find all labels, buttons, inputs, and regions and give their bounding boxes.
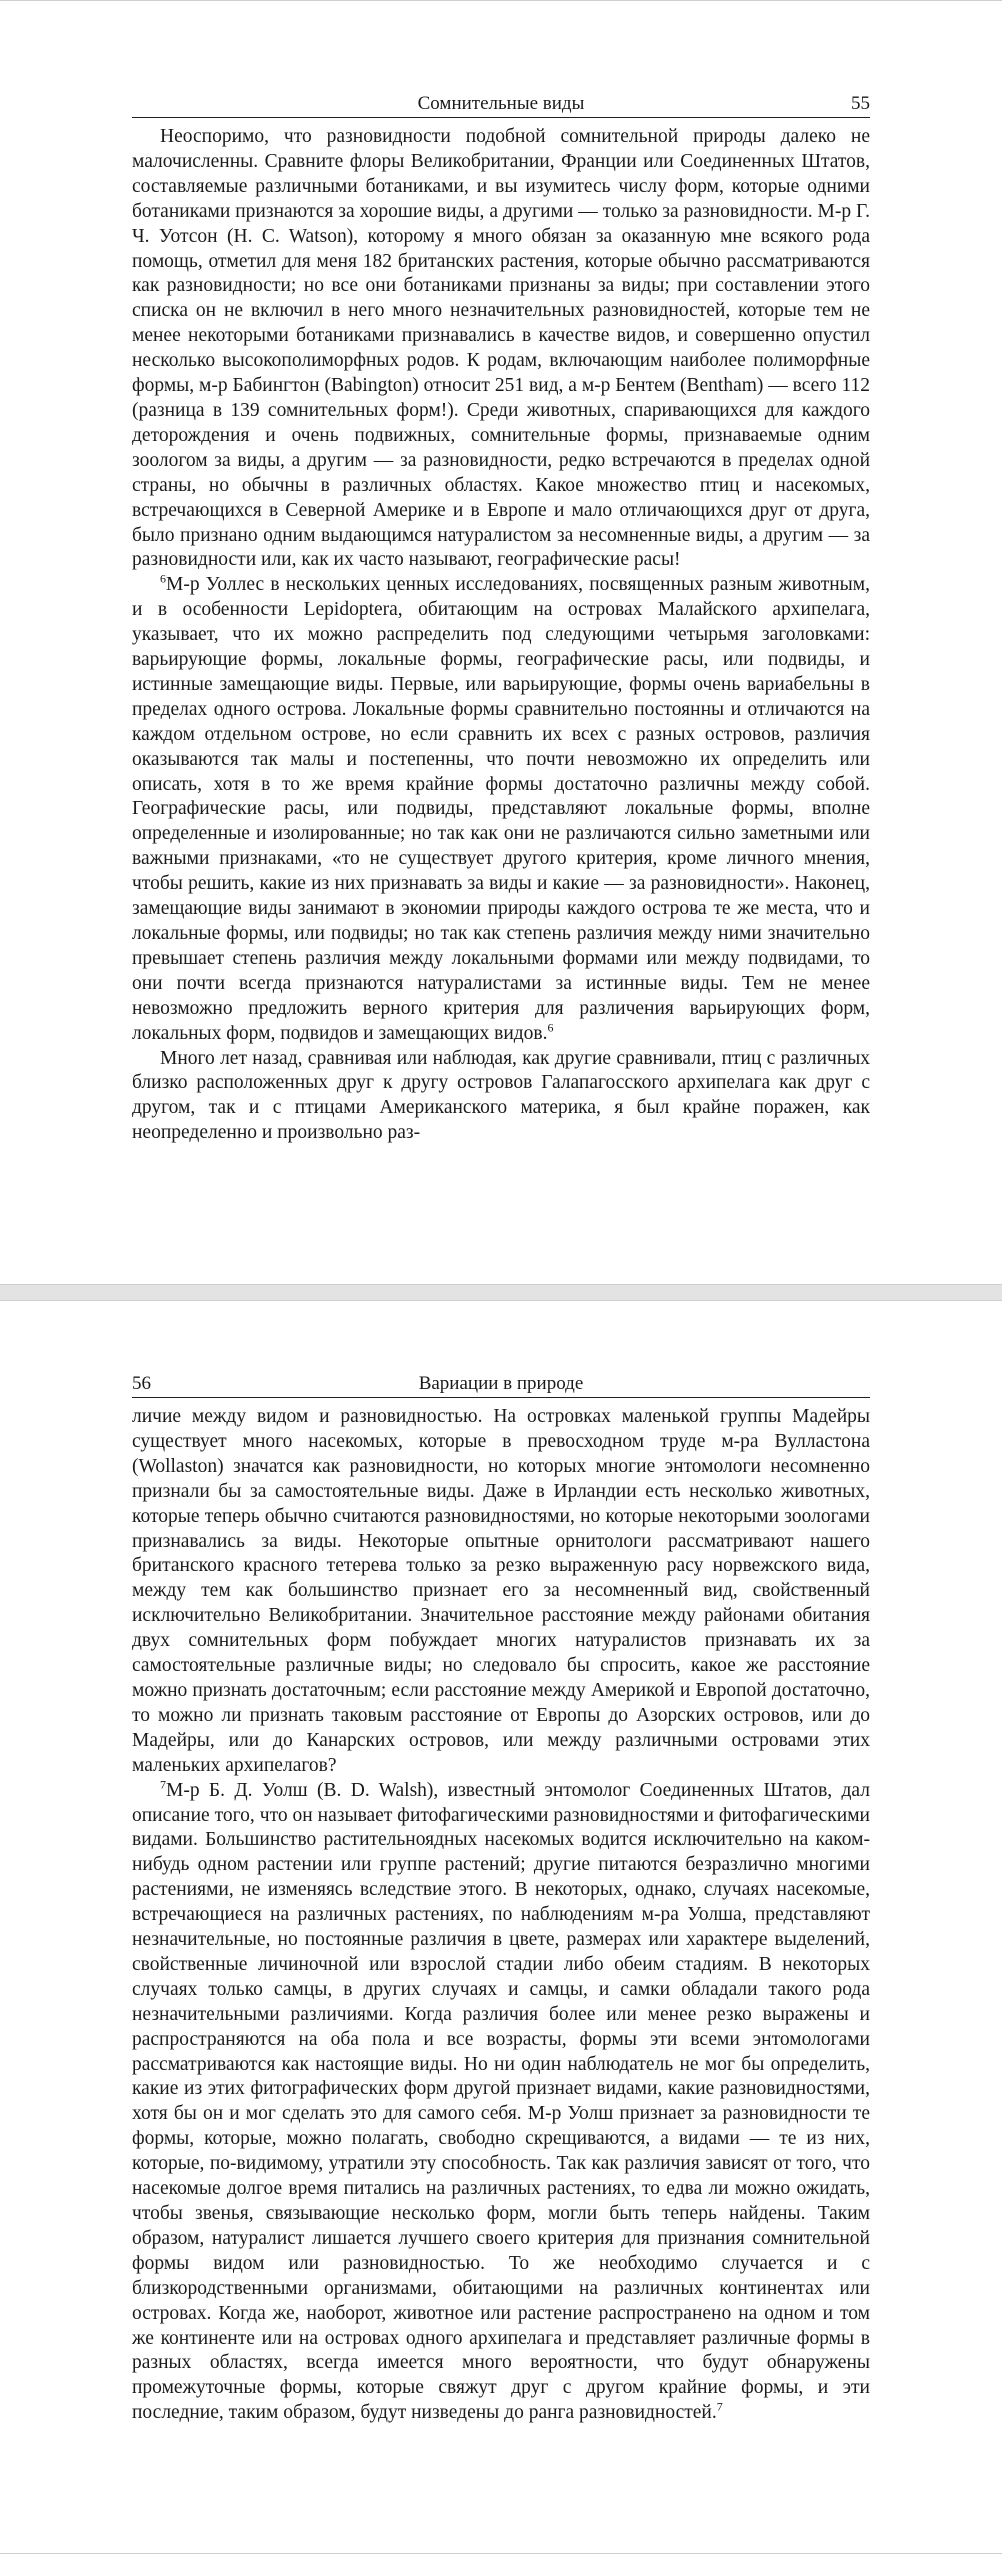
footnote-marker: 6 xyxy=(547,1020,554,1035)
page-gap xyxy=(0,1285,1002,1300)
paragraph-text: М-р Б. Д. Уолш (B. D. Walsh), известный энтомолог Соединенных Штатов, дал описание того, что он называет фитофагическими разновидностями и фитофагическими видами. Большинство растительноядных насекомых водится исключительно на каком-нибудь одном растении или группе растений; другие питаются безразлично многими растениями, не изменяясь вследствие этого. В некоторых, однако, случаях насекомые, встречающиеся на различных растениях, по наблюдениям м-ра Уолша, представляют незначительные, но постоянные различия в цвете, размерах или характере выделений, свойственные личиночной или взрослой стадии либо обеим стадиям. В некоторых случаях только самцы, в других случаях и самцы, и самки обладали такого рода незначительными различиями. Когда различия более или менее резко выражены и распространяются на оба пола и все возрасты, формы эти всеми энтомологами рассматриваются как настоящие виды. Но ни один наблюдатель не мог бы определить, какие из этих фитографических форм другой признает видами, какие разновидностями, хотя бы он и мог сделать это для самого себя. М-р Уолш признает за разновидности те формы, которые, можно полагать, свободно скрещиваются, а видами — те из них, которые, по-видимому, утратили эту способность. Так как различия зависят от того, что насекомые долгое время питались на различных растениях, то едва ли можно ожидать, чтобы звенья, связывающие несколько форм, могли быть теперь найдены. Таким образом, натуралист лишается лучшего своего критерия для признания сомнительной формы видом или разновидностью. То же необходимо случается и с близкородственными организмами, обитающими на различных континентах или островах. Когда же, наоборот, животное или растение распространено на одном и том же континенте или на островах одного архипелага и представляет различные формы в разных областях, всегда имеется много вероятности, что будут обнаружены промежуточные формы, которые свяжут друг с другом крайние формы, и эти последние, таким образом, будут низведены до ранга разновидностей. xyxy=(132,1779,870,2424)
paragraph xyxy=(132,573,870,1046)
running-header-title: Сомнительные виды xyxy=(417,93,585,114)
footnote-marker: 7 xyxy=(716,2399,723,2414)
paragraph xyxy=(132,1779,870,2427)
page-number: 55 xyxy=(851,93,870,114)
paragraph xyxy=(132,125,870,573)
running-header xyxy=(132,89,870,118)
running-header-title: Вариации в природе xyxy=(418,1373,584,1394)
paragraph-text: личие между видом и разновидностью. На островках маленькой группы Мадейры существует много насекомых, которые в превосходном труде м-ра Вулластона (Wollaston) значатся как разновидности, но которых многие энтомологи несомненно признали бы за самостоятельные виды. Даже в Ирландии есть несколько животных, которые теперь обычно считаются разновидностями, но которые некоторыми зоологами признавались за виды. Некоторые опытные орнитологи рассматривают нашего британского красного тетерева только за резко выраженную расу норвежского вида, между тем как большинство признает его за несомненный вид, свойственный исключительно Великобритании. Значительное расстояние между районами обитания двух сомнительных форм побуждает многих натуралистов признавать их за самостоятельные различные виды; но следовало бы спросить, какое же расстояние можно признать достаточным; если расстояние между Америкой и Европой достаточно, то можно ли признать таковым расстояние от Европы до Азорских островов, или до Мадейры, или до Канарских островов, или между различными островами этих маленьких архипелагов? xyxy=(132,1406,870,1776)
footnote-marker: 6 xyxy=(160,571,166,586)
running-header xyxy=(132,1369,870,1398)
page-number: 56 xyxy=(132,1373,151,1394)
paragraph-text: М-р Уоллес в нескольких ценных исследованиях, посвященных разным животным, и в особенности Lepidoptera, обитающим на островах Малайского архипелага, указывает, что их можно распределить под следующими четырьмя заголовками: варьирующие формы, локальные формы, географические расы, или подвиды, и истинные замещающие виды. Первые, или варьирующие, формы очень вариабельны в пределах одного острова. Локальные формы сравнительно постоянны и отличаются на каждом отдельном острове, но если сравнить их всех с разных островов, различия оказываются так малы и постепенны, что почти невозможно их определить или описать, хотя в то же время крайние формы достаточно различны между собой. Географические расы, или подвиды, представляют локальные формы, вполне определенные и изолированные; но так как они не различаются сильно заметными или важными признаками, «то не существует другого критерия, кроме личного мнения, чтобы решить, какие из них признавать за виды и какие — за разновидности». Наконец, замещающие виды занимают в экономии природы каждого острова те же места, что и локальные формы, или подвиды; но так как степень различия между ними значительно превышает степень различия между локальными формами или между подвидами, то они почти всегда признаются натуралистами за истинные виды. Тем не менее невозможно предложить верного критерия для различения варьирующих форм, локальных форм, подвидов и замещающих видов. xyxy=(132,574,870,1044)
paragraph-text: Много лет назад, сравнивая или наблюдая, как другие сравнивали, птиц с различных близко расположенных друг к другу островов Галапагосского архипелага как друг с другом, так и с птицами Американского материка, я был крайне поражен, как неопределенно и произвольно раз- xyxy=(132,1047,870,1144)
paragraph-text: Неоспоримо, что разновидности подобной сомнительной природы далеко не малочисленны. Сравните флоры Великобритании, Франции или Соединенных Штатов, составляемые различными ботаниками, и вы изумитесь числу форм, которые одними ботаниками признаются за хорошие виды, а другими — только за разновидности. М-р Г. Ч. Уотсон (H. C. Watson), которому я много обязан за оказанную мне всякого рода помощь, отметил для меня 182 британских растения, которые обычно рассматриваются как разновидности; но все они ботаниками признаны за виды; при составлении этого списка он не включил в него много незначительных разновидностей, которые тем не менее некоторыми ботаниками признавались в качестве видов, и совершенно опустил несколько высокополиморфных родов. К родам, включающим наиболее полиморфные формы, м-р Бабингтон (Babington) относит 251 вид, а м-р Бентем (Bentham) — всего 112 (разница в 139 сомнительных форм!). Среди животных, спаривающихся для каждого деторождения и очень подвижных, сомнительные формы, признаваемые одним зоологом за виды, а другим — за разновидности, редко встречаются в пределах одной страны, но обычны в различных областях. Какое множество птиц и насекомых, встречающихся в Северной Америке и в Европе и мало отличающихся друг от друга, было признано одним выдающимся натуралистом за несомненные виды, а другим — за разновидности или, как их часто называют, географические расы! xyxy=(132,126,870,571)
paragraph xyxy=(132,1405,870,1779)
paragraph xyxy=(132,1047,870,1147)
footnote-marker: 7 xyxy=(160,1777,166,1792)
page-body xyxy=(132,1405,870,2426)
page-56 xyxy=(0,1300,1002,2554)
page-body xyxy=(132,125,870,1146)
